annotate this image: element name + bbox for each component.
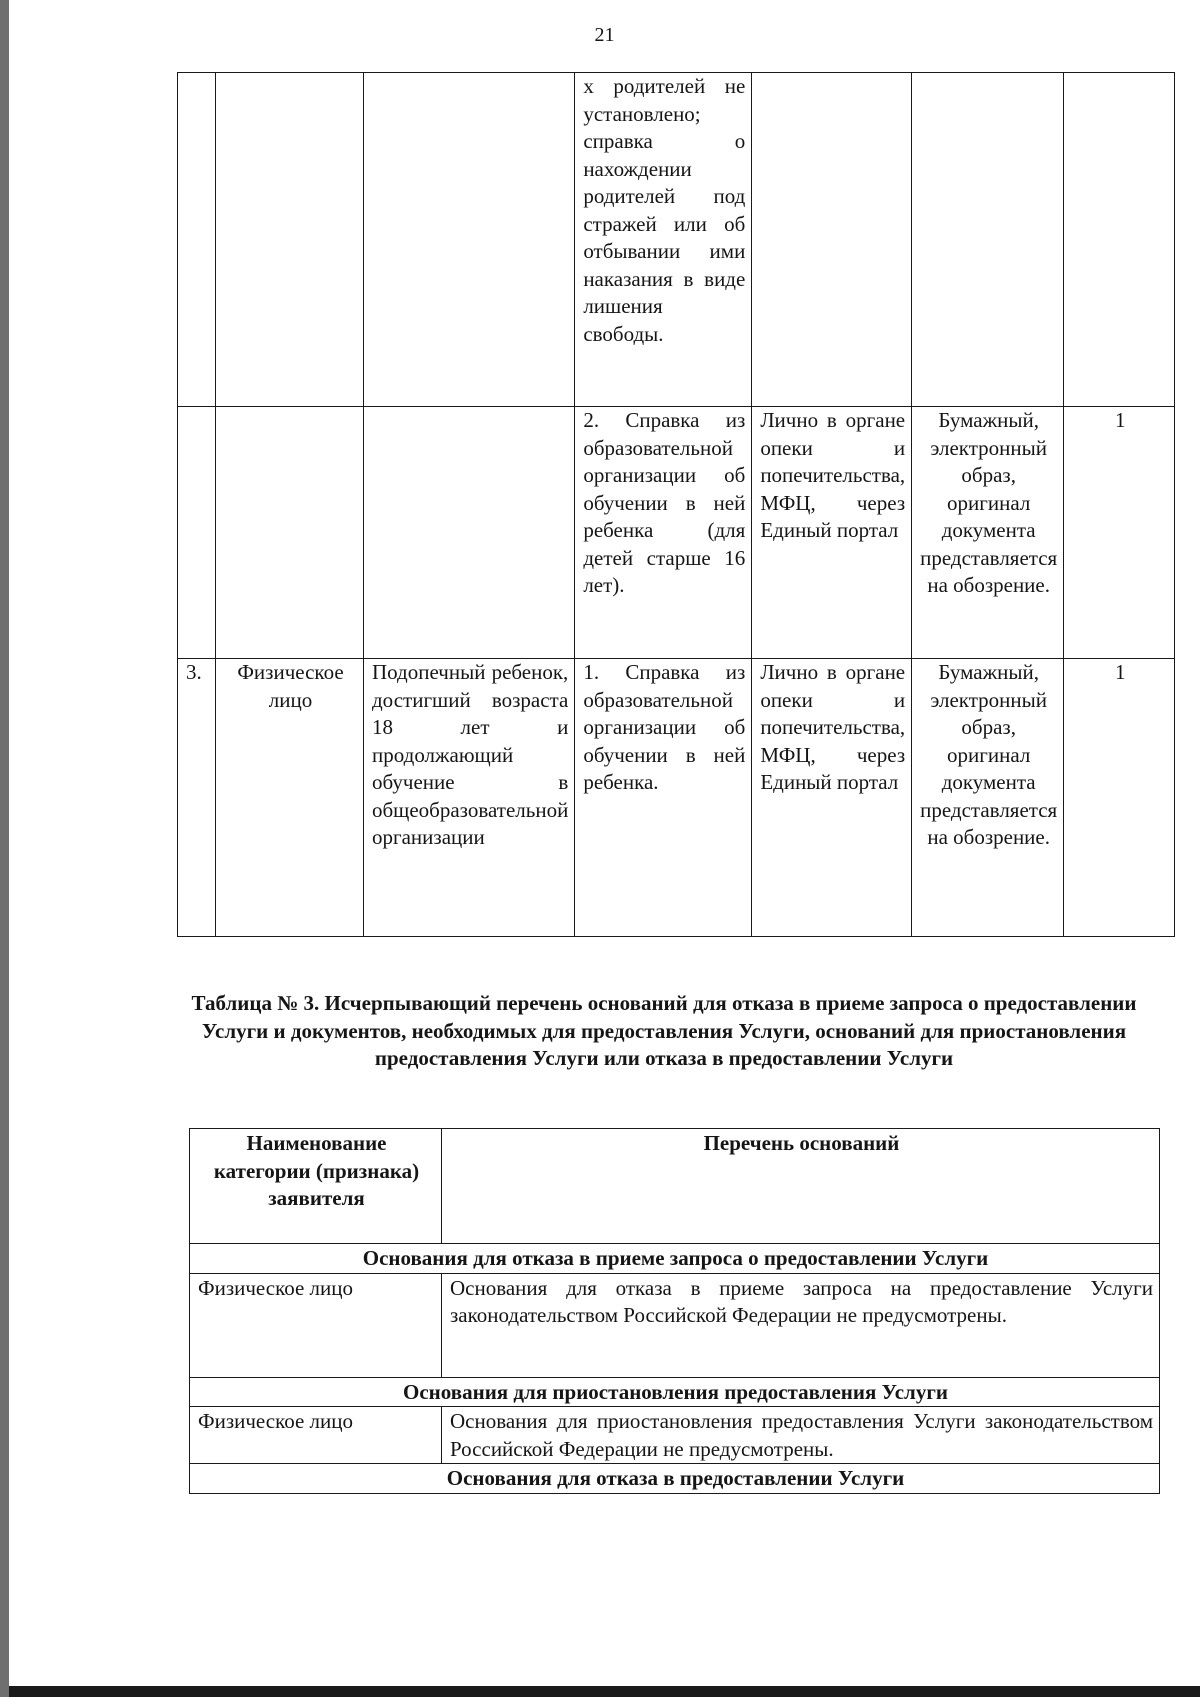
cell-category: Физическое лицо bbox=[190, 1407, 442, 1464]
cell-number: 3. bbox=[178, 659, 216, 937]
cell-category: Физическое лицо bbox=[190, 1273, 442, 1377]
table-row bbox=[178, 73, 1175, 407]
header-grounds: Перечень оснований bbox=[442, 1129, 1160, 1244]
cell-form: Бумажный, электронный образ, оригинал документа представляется на обозрение. bbox=[912, 659, 1064, 937]
table-row bbox=[178, 659, 1175, 937]
page-number: 21 bbox=[594, 24, 615, 46]
cell-form bbox=[912, 73, 1064, 407]
table-row bbox=[190, 1273, 1160, 1377]
cell-grounds: Основания для приостановления предоставления Услуги законодательством Российской Федерации не предусмотрены. bbox=[442, 1407, 1160, 1464]
cell-document: 2. Справка из образовательной организации об обучении в ней ребенка (для детей старше 16 лет). bbox=[575, 407, 752, 659]
cell-document: 1. Справка из образовательной организации об обучении в ней ребенка. bbox=[575, 659, 752, 937]
cell-method: Лично в органе опеки и попечительства, МФЦ, через Единый портал bbox=[752, 659, 912, 937]
section-row bbox=[190, 1464, 1160, 1494]
cell-count: 1 bbox=[1064, 407, 1175, 659]
cell-applicant: Подопечный ребенок, достигший возраста 18 лет и продолжающий обучение в общеобразовательной организации bbox=[364, 659, 575, 937]
cell-method: Лично в органе опеки и попечительства, МФЦ, через Единый портал bbox=[752, 407, 912, 659]
scan-left-edge bbox=[0, 0, 9, 1697]
table3-header-row bbox=[190, 1129, 1160, 1244]
section-title: Основания для отказа в предоставлении Услуги bbox=[190, 1464, 1160, 1494]
cell-applicant bbox=[364, 73, 575, 407]
cell-category bbox=[216, 73, 364, 407]
cell-document: х родителей не установлено; справка о нахождении родителей под стражей или об отбывании ими наказания в виде лишения свободы. bbox=[575, 73, 752, 407]
cell-grounds: Основания для отказа в приеме запроса на предоставление Услуги законодательством Российской Федерации не предусмотрены. bbox=[442, 1273, 1160, 1377]
cell-category: Физическое лицо bbox=[216, 659, 364, 937]
cell-form: Бумажный, электронный образ, оригинал документа представляется на обозрение. bbox=[912, 407, 1064, 659]
section-row bbox=[190, 1377, 1160, 1407]
table3-title: Таблица № 3. Исчерпывающий перечень оснований для отказа в приеме запроса о предоставлении Услуги и документов, необходимых для предоставления Услуги, оснований для приостановления предоставления Услуги или отказа в предоставлении Услуги bbox=[191, 991, 1137, 1070]
cell-number bbox=[178, 73, 216, 407]
cell-number bbox=[178, 407, 216, 659]
section-title: Основания для отказа в приеме запроса о предоставлении Услуги bbox=[190, 1244, 1160, 1274]
section-row bbox=[190, 1244, 1160, 1274]
cell-method bbox=[752, 73, 912, 407]
section-title: Основания для приостановления предоставления Услуги bbox=[190, 1377, 1160, 1407]
document-page bbox=[9, 0, 1200, 1690]
header-category: Наименование категории (признака) заявителя bbox=[190, 1129, 442, 1244]
cell-count bbox=[1064, 73, 1175, 407]
cell-applicant bbox=[364, 407, 575, 659]
scan-bottom-edge bbox=[9, 1686, 1200, 1697]
table-row bbox=[178, 407, 1175, 659]
cell-category bbox=[216, 407, 364, 659]
cell-count: 1 bbox=[1064, 659, 1175, 937]
table-row bbox=[190, 1407, 1160, 1464]
refusal-grounds-table bbox=[189, 1128, 1160, 1494]
continued-documents-table bbox=[177, 72, 1175, 937]
